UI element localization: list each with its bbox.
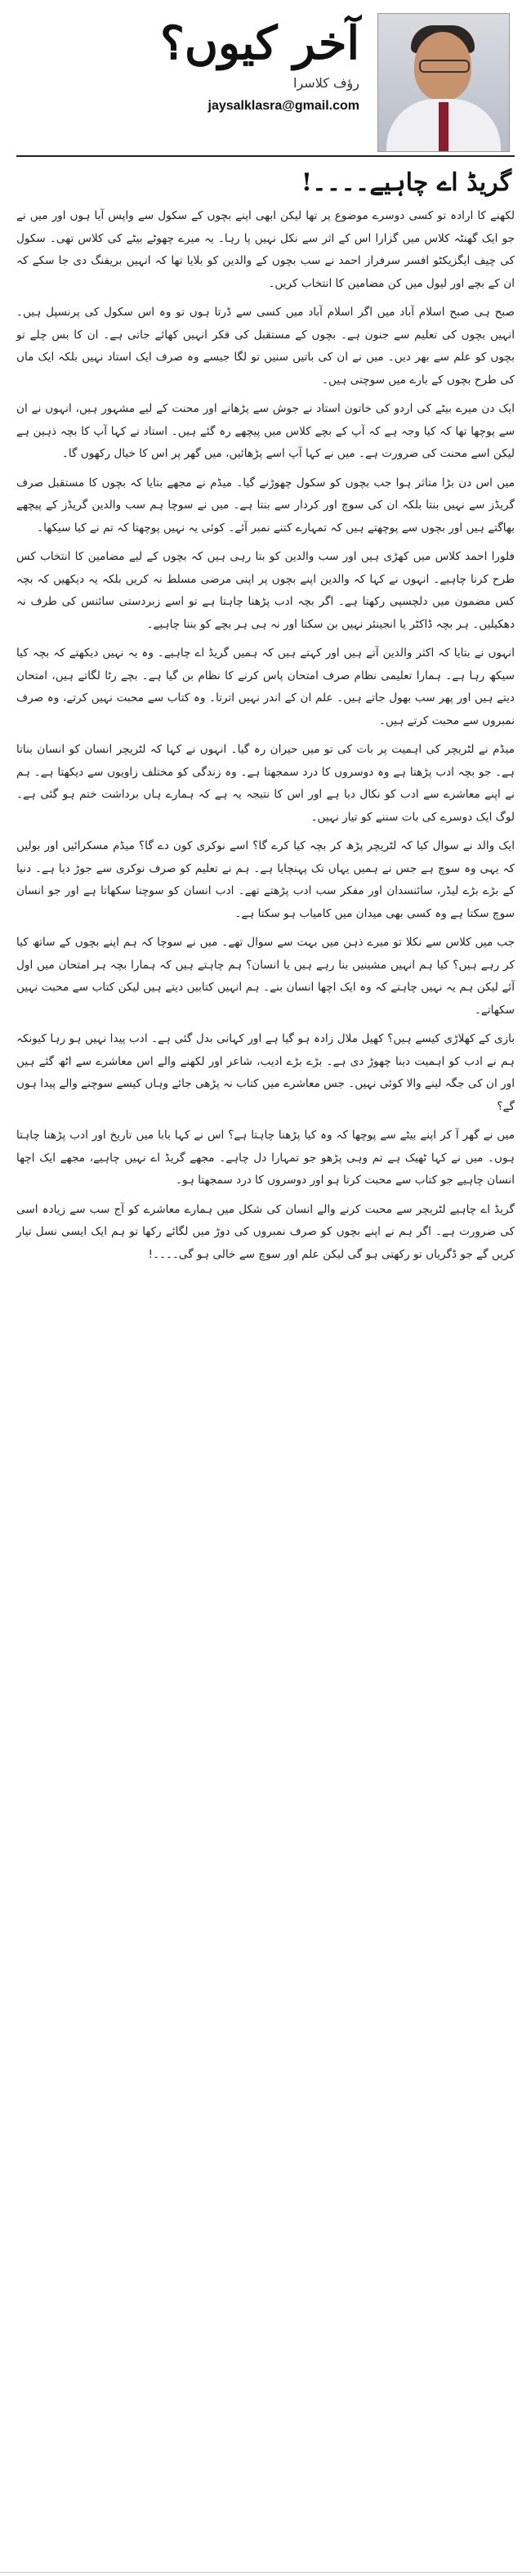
article-paragraph: میں اس دن بڑا متاثر ہوا جب بچوں کو سکول چھوڑنے گیا۔ میڈم نے مجھے بتایا کہ بچوں کا مستقبل صرف گریڈز سے نہیں بنتا بلکہ ان کی سوچ اور کردار سے بنتا ہے۔ میں نے سوچا ہم سب والدین گریڈز کے پیچھے بھاگتے ہیں اور بچوں سے پوچھتے ہیں کہ تمہارے کتنے نمبر آئے۔ کوئی یہ نہیں پوچھتا کہ تم نے کیا سیکھا۔ [16,476,515,534]
column-bottom-rule [0,2572,531,2573]
masthead [155,16,359,114]
article-paragraph: صبح ہی صبح اسلام آباد میں اگر اسلام آباد میں کسی سے ڈرتا ہوں تو وہ اس سکول کی پرنسپل ہیں۔ انہیں بچوں کی تعلیم سے جنون ہے۔ بچوں کے مستقبل کی فکر انہیں کھائے جاتی ہے۔ ان کا بس چلے تو بچوں کو علم سے بھر دیں۔ میں نے ان کی باتیں سنیں تو لگا جیسے وہ صرف ایک استاد نہیں بلکہ ایک ماں کی طرح بچوں کے بارے میں سوچتی ہیں۔ [16,306,515,387]
column-header [16,8,515,157]
author-name: رؤف کلاسرا [293,75,359,91]
article-paragraph: ایک والد نے سوال کیا کہ لٹریچر پڑھ کر بچہ کیا کرے گا؟ اسے نوکری کون دے گا؟ میڈم مسکرائیں اور بولیں کہ یہی وہ سوچ ہے جس نے ہمیں یہاں تک پہنچایا ہے۔ ہم نے تعلیم کو صرف نوکری سے جوڑ دیا ہے۔ دنیا کے بڑے بڑے لیڈر، سائنسدان اور مفکر سب ادب پڑھتے تھے۔ ادب انسان کو سوچنا سکھاتا ہے اور جو انسان سوچ سکتا ہے وہ کسی بھی میدان میں کامیاب ہو سکتا ہے۔ [16,839,515,920]
column-title: آخر کیوں؟ [160,16,359,70]
article-headline: گریڈ اے چاہیے۔۔۔۔! [301,168,511,197]
article-paragraph: بازی کے کھلاڑی کیسے ہیں؟ کھیل ملال زادہ ہو گیا ہے اور کہانی بدل گئی ہے۔ ادب پیدا نہیں ہو رہا کیونکہ ہم نے ادب کو اہمیت دینا چھوڑ دی ہے۔ بڑے بڑے ادیب، شاعر اور لکھنے والے اس معاشرے سے اٹھ گئے ہیں اور ان کی جگہ لینے والا کوئی نہیں۔ جس معاشرے میں کتاب نہ پڑھی جائے وہاں کیسے سوچنے والے پیدا ہوں گے؟ [16,1032,515,1113]
author-photo-glasses [419,60,470,73]
article-paragraph: میڈم نے لٹریچر کی اہمیت پر بات کی تو میں حیران رہ گیا۔ انہوں نے کہا کہ لٹریچر انسان کو انسان بناتا ہے۔ جو بچہ ادب پڑھتا ہے وہ دوسروں کا درد سمجھتا ہے۔ وہ زندگی کو مختلف زاویوں سے دیکھتا ہے۔ ہم نے اپنے معاشرے سے ادب کو نکال دیا ہے اور اس کا نتیجہ یہ ہے کہ ہمارے ہاں برداشت ختم ہو گئی ہے۔ لوگ ایک دوسرے کی بات سننے کو تیار نہیں۔ [16,743,515,824]
article-paragraph: فلورا احمد کلاس میں کھڑی ہیں اور سب والدین کو بتا رہی ہیں کہ بچوں کے لیے مضامین کا انتخاب کس طرح کرنا چاہیے۔ انہوں نے کہا کہ والدین اپنے بچوں پر اپنی مرضی مسلط نہ کریں بلکہ یہ دیکھیں کہ بچہ کس مضمون میں دلچسپی رکھتا ہے۔ اگر بچہ ادب پڑھنا چاہتا ہے تو اسے زبردستی سائنس کی طرف نہ دھکیلیں۔ ہر بچہ ڈاکٹر یا انجینئر نہیں بن سکتا اور نہ ہی ہر بچے کو بننا چاہیے۔ [16,550,515,631]
article-paragraph: گریڈ اے چاہیے لٹریچر سے محبت کرنے والے انسان کی شکل میں ہمارے معاشرے کو آج سب سے زیادہ اسی کی ضرورت ہے۔ اگر ہم نے اپنے بچوں کو صرف نمبروں کی دوڑ میں لگائے رکھا تو ہم ایک ایسی نسل تیار کریں گے جو ڈگریاں تو رکھتی ہو گی لیکن علم اور سوچ سے خالی ہو گی۔۔۔۔! [16,1202,515,1261]
article-paragraph: انہوں نے بتایا کہ اکثر والدین آتے ہیں اور کہتے ہیں کہ ہمیں گریڈ اے چاہیے۔ وہ یہ نہیں دیکھتے کہ بچہ کیا سیکھ رہا ہے۔ ہمارا تعلیمی نظام صرف امتحان پاس کرنے کا نظام بن گیا ہے۔ بچے رٹا لگاتے ہیں، امتحان دیتے ہیں اور پھر سب بھول جاتے ہیں۔ علم ان کے اندر نہیں اترتا۔ وہ کتاب سے محبت نہیں کرتے، وہ صرف نمبروں سے محبت کرتے ہیں۔ [16,646,515,727]
article-paragraph: لکھنے کا ارادہ تو کسی دوسرے موضوع پر تھا لیکن ابھی اپنے بچوں کے سکول سے واپس آیا ہوں اور میں نے جو ایک گھنٹہ کلاس میں گزارا اس کے اثر سے نکل نہیں پا رہا۔ یہ میرے چھوٹے بیٹے کی کلاس تھی۔ سکول کی چیف ایگزیکٹو افسر سرفراز احمد نے سب بچوں کے والدین کو بلایا تھا کہ انہیں بریفنگ دی جا سکے کہ ان کے بچے اور لیول میں کن مضامین کا انتخاب کریں۔ [16,209,515,290]
author-photo [377,13,510,152]
article-paragraph: جب میں کلاس سے نکلا تو میرے ذہن میں بہت سے سوال تھے۔ میں نے سوچا کہ ہم اپنے بچوں کے ساتھ کیا کر رہے ہیں؟ کیا ہم انہیں مشینیں بنا رہے ہیں یا انسان؟ ہم چاہتے ہیں کہ ہمارا بچہ ہر امتحان میں اول آئے لیکن ہم یہ نہیں چاہتے کہ وہ ایک اچھا انسان بنے۔ ہم انہیں کتابیں دیتے ہیں لیکن کتاب سے محبت نہیں سکھاتے۔ [16,936,515,1017]
author-email[interactable]: jaysalklasra@gmail.com [207,99,359,113]
article-body [16,205,515,1266]
author-photo-tie [439,102,448,151]
article-paragraph: ایک دن میرے بیٹے کی اردو کی خاتون استاد نے جوش سے پڑھانے اور محنت کے لیے مشہور ہیں، انہوں نے ان سے پوچھا تھا کہ کیا وجہ ہے کہ آپ کے بچے کلاس میں پیچھے رہ گئے ہیں۔ استاد نے کہا آپ کا بچہ ذہین ہے لیکن اسے محنت کی ضرورت ہے۔ میں نے کہا آپ اسے پڑھائیں، میں گھر پر اس کا خیال رکھوں گا۔ [16,402,515,460]
article-paragraph: میں نے گھر آ کر اپنے بیٹے سے پوچھا کہ وہ کیا پڑھنا چاہتا ہے؟ اس نے کہا بابا میں تاریخ اور ادب پڑھنا چاہتا ہوں۔ میں نے کہا ٹھیک ہے تم وہی پڑھو جو تمہارا دل چاہے۔ مجھے گریڈ اے نہیں چاہیے، مجھے ایک اچھا انسان چاہیے جو کتاب سے محبت کرتا ہو اور دوسروں کا درد سمجھتا ہو۔ [16,1129,515,1187]
